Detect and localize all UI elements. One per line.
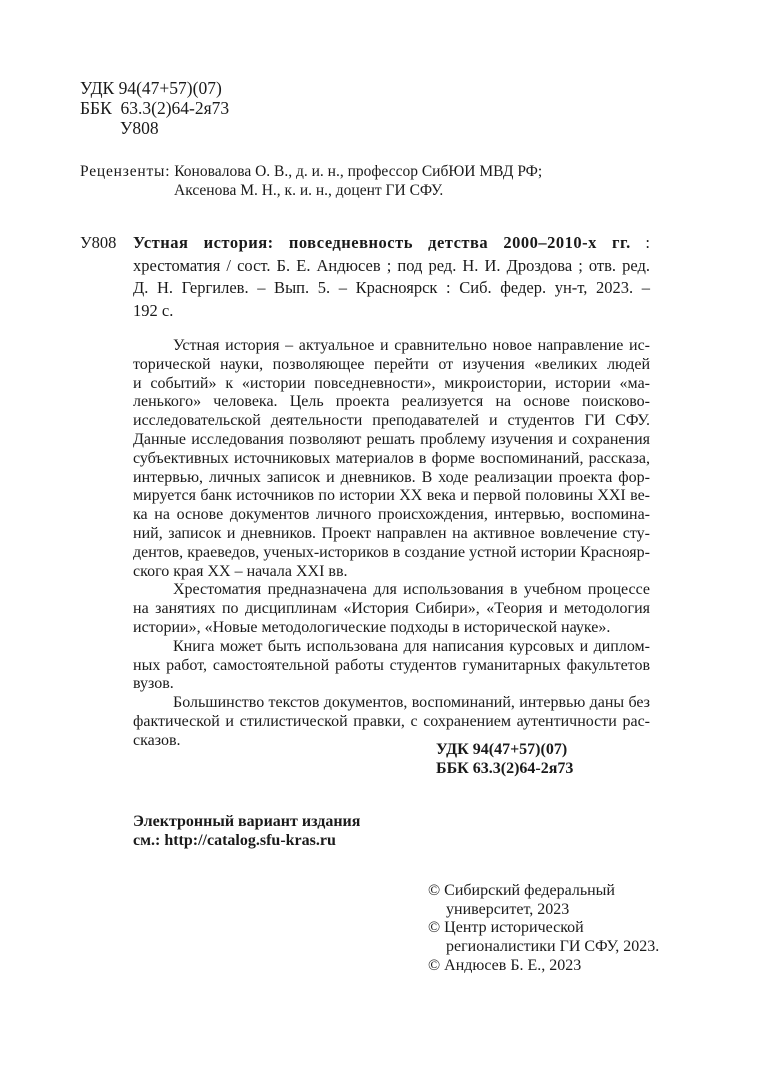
abstract-line: мируется банк источников по истории XX века и первой половины XXI ве- — [133, 487, 650, 505]
copyright-line: регионалистики ГИ СФУ, 2023. — [446, 938, 660, 956]
entry-author-mark: У808 — [80, 233, 117, 252]
abstract-line: интервью, личных записок и дневников. В ходе реализации проекта фор- — [133, 468, 650, 486]
abstract-line: истории», «Новые методологические подходы в исторической науке». — [133, 618, 611, 636]
abstract-line: ний, записок и дневников. Проект направлен на активное вовлечение сту- — [133, 524, 650, 542]
udk-code: УДК 94(47+57)(07) — [80, 78, 222, 98]
abstract-line: фактической и стилистической правки, с сохранением аутентичности рас- — [133, 712, 650, 730]
copyright-block — [428, 882, 659, 976]
classification-codes — [80, 78, 229, 138]
copyright-line: © Сибирский федеральный — [428, 882, 615, 899]
abstract-line: Книга может быть использована для написания курсовых и диплом- — [173, 637, 650, 655]
abstract-line: вузов. — [133, 675, 174, 693]
abstract-line: Устная история – актуальное и сравнительно новое направление ис- — [173, 337, 650, 354]
abstract-line: субъективных источниковых материалов в форме воспоминаний, рассказа, — [133, 449, 650, 467]
abstract-line: ского края XX – начала XXI вв. — [133, 562, 348, 580]
abstract-line: торической науки, позволяющее перейти от изучения «великих людей — [133, 355, 650, 373]
entry-line: хрестоматия / сост. Б. Е. Андюсев ; под ред. Н. И. Дроздова ; отв. ред. — [133, 255, 650, 275]
abstract-line: ленького» человека. Цель проекта реализуется на основе поисково- — [133, 393, 650, 411]
bbk-code: ББК 63.3(2)64-2я73 — [80, 98, 230, 118]
copyright-line: © Андюсев Б. Е., 2023 — [428, 956, 582, 974]
entry-line: Д. Н. Гергилев. – Вып. 5. – Красноярск : Сиб. федер. ун-т, 2023. – — [133, 278, 650, 297]
copyright-line: © Центр исторической — [428, 919, 584, 937]
book-title: Устная история: повседневность детства 2000–2010-х гг. — [133, 233, 631, 252]
abstract-line: и событий» к «истории повседневности», микроистории, истории «ма- — [133, 374, 650, 392]
entry-title-line — [133, 232, 650, 255]
reviewer-1: Коновалова О. В., д. и. н., профессор СибЮИ МВД РФ; — [174, 163, 543, 180]
abstract-line: сказов. — [133, 731, 181, 749]
abstract-line: исследовательской деятельности преподавателей и студентов ГИ СФУ. — [133, 412, 650, 430]
ebook-line-1: Электронный вариант издания — [133, 813, 361, 830]
ebook-link[interactable]: см.: http://catalog.sfu-kras.ru — [133, 832, 336, 849]
abstract-line: Данные исследования позволяют решать проблему изучения и сохранения — [133, 430, 650, 448]
reviewers-label: Рецензенты: — [80, 163, 171, 180]
abstract-line: ка на основе документов личного происхождения, интервью, воспомина- — [133, 506, 650, 524]
abstract-line: на занятиях по дисциплинам «История Сибири», «Теория и методология — [133, 600, 650, 618]
bottom-classification-codes — [436, 740, 573, 778]
reviewers — [80, 162, 542, 200]
abstract-line: Большинство текстов документов, воспоминаний, интервью даны без — [173, 694, 650, 712]
bbk-code-bold: ББК 63.3(2)64-2я73 — [436, 760, 574, 777]
title-suffix: : — [630, 233, 650, 252]
reviewer-2: Аксенова М. Н., к. и. н., доцент ГИ СФУ. — [174, 182, 444, 199]
abstract-line: ных работ, самостоятельной работы студентов гуманитарных факультетов — [133, 656, 650, 674]
bibliographic-entry — [133, 232, 650, 322]
abstract-line: дентов, краеведов, ученых-историков в создание устной истории Краснояр- — [133, 543, 650, 561]
author-mark: У808 — [120, 118, 159, 138]
udk-code-bold: УДК 94(47+57)(07) — [436, 741, 568, 758]
copyright-line: университет, 2023 — [446, 900, 570, 918]
electronic-version-note — [133, 812, 360, 850]
abstract-line: Хрестоматия предназначена для использования в учебном процессе — [173, 581, 650, 599]
abstract — [133, 337, 650, 751]
entry-line: 192 с. — [133, 300, 174, 320]
